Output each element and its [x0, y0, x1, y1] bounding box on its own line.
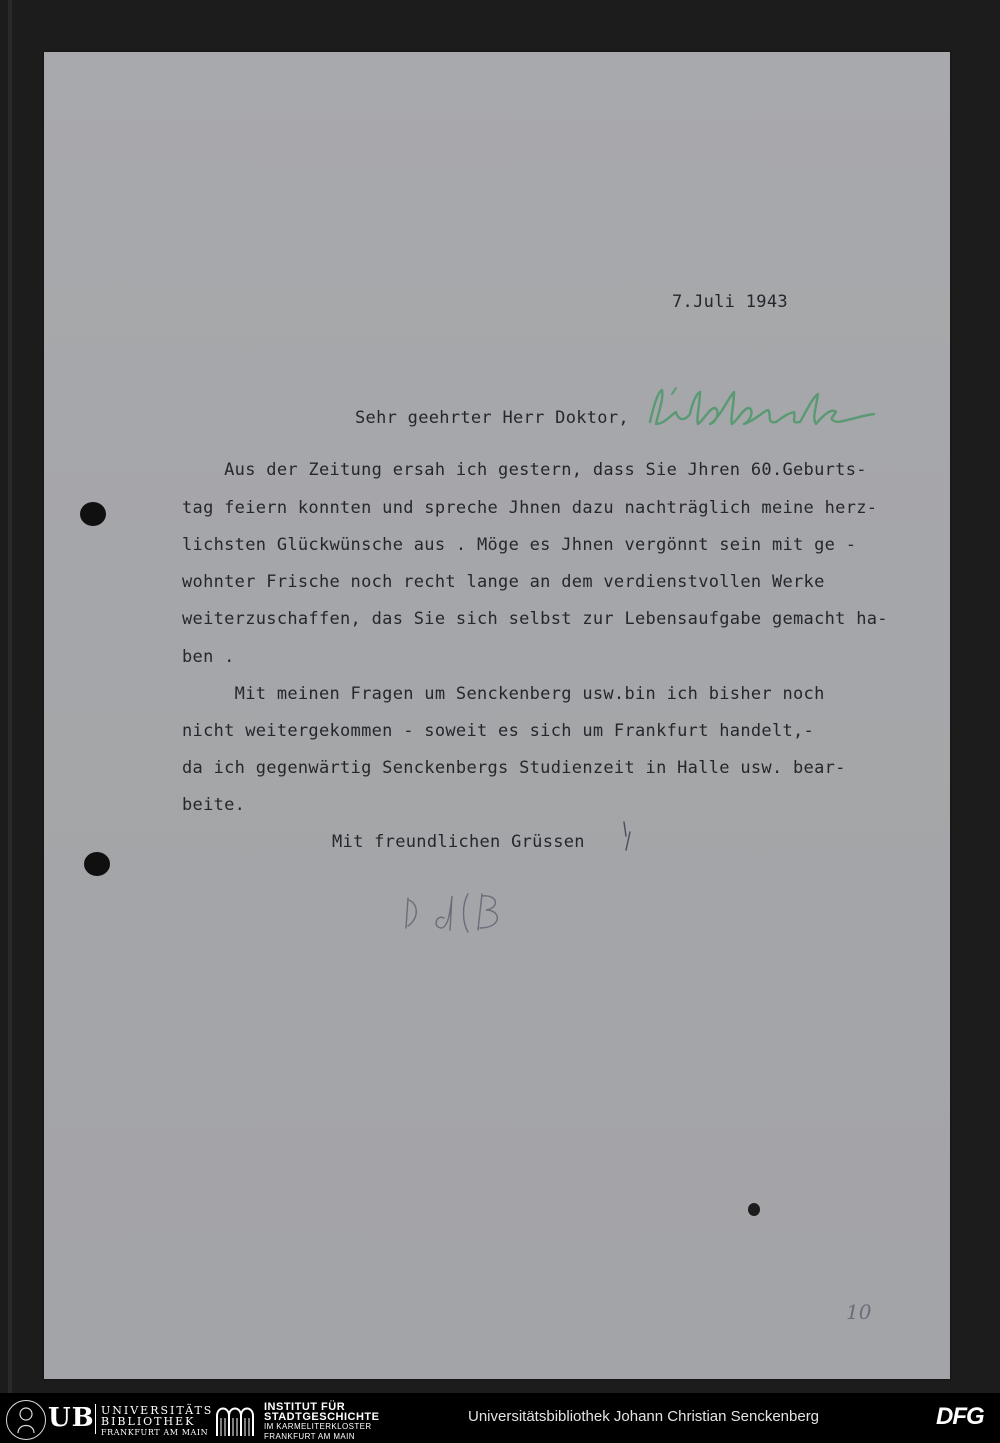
dfg-logo[interactable]: DFG	[936, 1403, 984, 1430]
handwritten-initials	[402, 888, 532, 934]
ub-line1: UNIVERSITÄTS	[101, 1404, 214, 1417]
letter-date: 7.Juli 1943	[672, 292, 788, 312]
punch-hole-top	[80, 502, 106, 526]
isg-line2: STADTGESCHICHTE	[264, 1411, 380, 1423]
paragraph2-line3: da ich gegenwärtig Senckenbergs Studienzeit in Halle usw. bear-	[182, 758, 846, 778]
ub-line2: BIBLIOTHEK	[101, 1415, 196, 1428]
isg-line1: INSTITUT FÜR	[264, 1401, 346, 1413]
scan-edge	[8, 0, 12, 1393]
letter-paper	[44, 52, 950, 1379]
letter-closing: Mit freundlichen Grüssen	[332, 832, 585, 852]
ub-wordmark[interactable]: UB	[48, 1403, 95, 1433]
isg-arches-logo-icon[interactable]	[215, 1402, 255, 1436]
handwritten-recipient-name	[644, 384, 884, 434]
paragraph1-line4: wohnter Frische noch recht lange an dem verdienstvollen Werke	[182, 572, 825, 592]
handwritten-closing-mark	[618, 818, 638, 854]
ub-divider	[95, 1404, 96, 1434]
paragraph1-line6: ben .	[182, 647, 235, 667]
paragraph1-line2: tag feiern konnten und spreche Jhnen dazu nachträglich meine herz-	[182, 498, 878, 518]
paragraph1-line5: weiterzuschaffen, das Sie sich selbst zur Lebensaufgabe gemacht ha-	[182, 609, 888, 629]
paragraph1-line1: Aus der Zeitung ersah ich gestern, dass Sie Jhren 60.Geburts-	[182, 460, 867, 480]
paragraph1-line3: lichsten Glückwünsche aus . Möge es Jhnen vergönnt sein mit ge -	[182, 535, 857, 555]
paragraph2-line1: Mit meinen Fragen um Senckenberg usw.bin ich bisher noch	[182, 684, 825, 704]
ink-blot	[748, 1203, 760, 1216]
isg-institute-name[interactable]	[264, 1402, 379, 1442]
letter-salutation: Sehr geehrter Herr Doktor,	[355, 408, 629, 428]
isg-line4: FRANKFURT AM MAIN	[264, 1432, 355, 1441]
footer-library-title: Universitätsbibliothek Johann Christian Senckenberg	[468, 1408, 820, 1425]
paragraph2-line2: nicht weitergekommen - soweit es sich um Frankfurt handelt,-	[182, 721, 815, 741]
isg-line3: IM KARMELITERKLOSTER	[264, 1422, 372, 1431]
handwritten-page-number: 10	[846, 1300, 872, 1324]
ub-line3: FRANKFURT AM MAIN	[101, 1428, 209, 1437]
punch-hole-bottom	[84, 852, 110, 876]
ub-library-name[interactable]	[101, 1405, 213, 1438]
ub-seal-logo-icon[interactable]	[6, 1400, 46, 1440]
paragraph2-line4: beite.	[182, 795, 246, 815]
